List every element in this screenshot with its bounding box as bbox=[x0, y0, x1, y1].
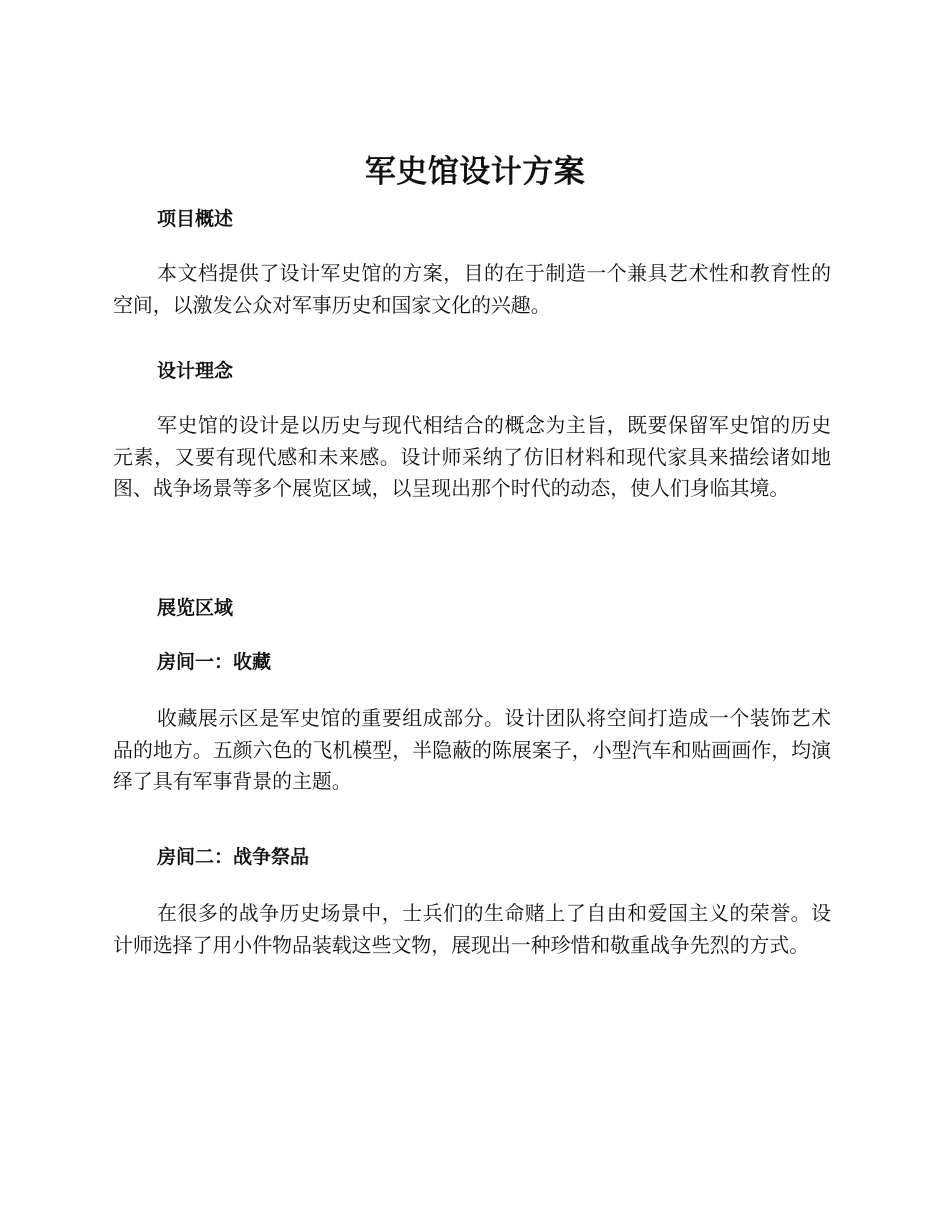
section-heading-room-one: 房间一：收藏 bbox=[157, 651, 272, 673]
section-heading-overview: 项目概述 bbox=[157, 208, 234, 230]
section-heading-exhibition: 展览区域 bbox=[157, 597, 234, 619]
section-paragraph-concept: 军史馆的设计是以历史与现代相结合的概念为主旨，既要保留军史馆的历史元素，又要有现代感和未来感。设计师采纳了仿旧材料和现代家具来描绘诸如地图、战争场景等多个展览区域，以呈现出那个时代的动态，使人们身临其境。 bbox=[113, 414, 831, 500]
section-heading-room-two: 房间二：战争祭品 bbox=[157, 846, 310, 868]
section-paragraph-overview: 本文档提供了设计军史馆的方案，目的在于制造一个兼具艺术性和教育性的空间，以激发公众对军事历史和国家文化的兴趣。 bbox=[113, 262, 831, 317]
section-paragraph-room-one: 收藏展示区是军史馆的重要组成部分。设计团队将空间打造成一个装饰艺术品的地方。五颜六色的飞机模型，半隐蔽的陈展案子，小型汽车和贴画画作，均演绎了具有军事背景的主题。 bbox=[113, 707, 831, 793]
section-heading-concept: 设计理念 bbox=[157, 360, 234, 382]
section-paragraph-room-two: 在很多的战争历史场景中，士兵们的生命赌上了自由和爱国主义的荣誉。设计师选择了用小件物品装载这些文物，展现出一种珍惜和敬重战争先烈的方式。 bbox=[113, 902, 831, 957]
document-title: 军史馆设计方案 bbox=[364, 154, 586, 190]
